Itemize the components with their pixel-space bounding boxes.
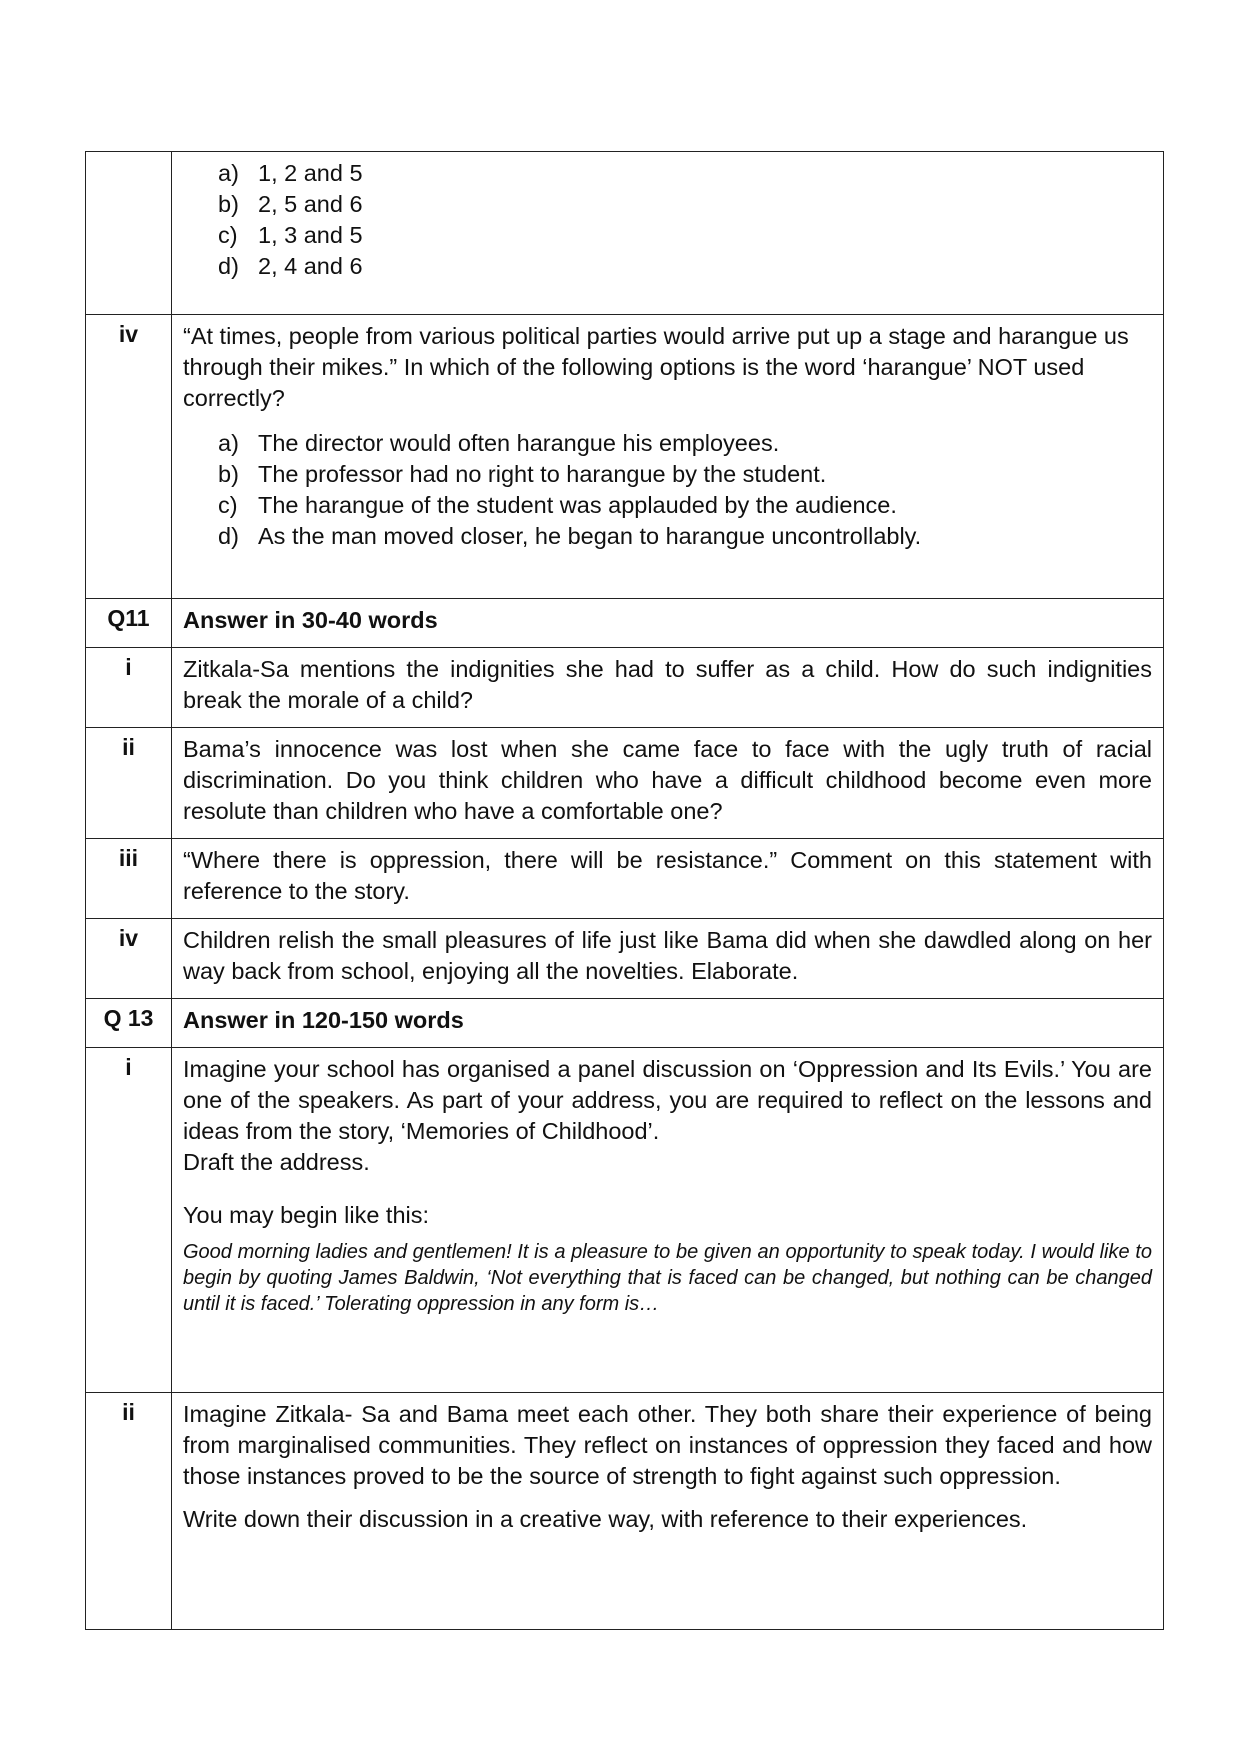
table-row — [86, 1393, 1164, 1630]
question-text: “At times, people from various political parties would arrive put up a stage and harangue us through their mikes.” In which of the following options is the word ‘harangue’ NOT used correctly? — [183, 323, 1129, 411]
instruction-text: Draft the address. — [183, 1149, 370, 1175]
option-b: b) The professor had no right to harangue by the student. — [218, 461, 827, 487]
instruction-text: Write down their discussion in a creative way, with reference to their experiences. — [183, 1506, 1028, 1532]
row-label: iv — [86, 919, 172, 999]
question-text: Imagine your school has organised a panel discussion on ‘Oppression and Its Evils.’ You are one of the speakers. As part of your address, you are required to reflect on the lessons and ideas from the story, ‘Memories of Childhood’. — [183, 1056, 1152, 1144]
option-a: a) 1, 2 and 5 — [218, 160, 363, 186]
row-label: iii — [86, 839, 172, 919]
table-row — [86, 152, 1164, 315]
question-text: Imagine Zitkala- Sa and Bama meet each other. They both share their experience of being from marginalised communities. They reflect on instances of oppression they faced and how those instances proved to be the source of strength to fight against such oppression. — [183, 1401, 1152, 1489]
table-row — [86, 919, 1164, 999]
section-heading: Answer in 30-40 words — [172, 599, 1164, 648]
row-label — [86, 152, 172, 315]
option-d: d) 2, 4 and 6 — [218, 253, 363, 279]
question-text: Bama’s innocence was lost when she came face to face with the ugly truth of racial discrimination. Do you think children who have a difficult childhood become even more resolute than children who have a comfortable one? — [172, 728, 1164, 839]
table-row — [86, 315, 1164, 599]
begin-prompt: You may begin like this: — [183, 1202, 430, 1228]
question-cell — [172, 1048, 1164, 1393]
option-a: a) The director would often harangue his employees. — [218, 430, 780, 456]
options-list — [183, 158, 1152, 282]
option-b: b) 2, 5 and 6 — [218, 191, 363, 217]
table-row — [86, 999, 1164, 1048]
row-label: iv — [86, 315, 172, 599]
table-row — [86, 728, 1164, 839]
question-text: Zitkala-Sa mentions the indignities she had to suffer as a child. How do such indignities break the morale of a child? — [172, 648, 1164, 728]
options-cell — [172, 152, 1164, 315]
row-label: ii — [86, 728, 172, 839]
section-heading: Answer in 120-150 words — [172, 999, 1164, 1048]
option-c: c) 1, 3 and 5 — [218, 222, 363, 248]
question-text: “Where there is oppression, there will be resistance.” Comment on this statement with reference to the story. — [172, 839, 1164, 919]
table-row — [86, 1048, 1164, 1393]
question-cell — [172, 1393, 1164, 1630]
question-number: Q11 — [86, 599, 172, 648]
table-row — [86, 599, 1164, 648]
table-row — [86, 648, 1164, 728]
question-number: Q 13 — [86, 999, 172, 1048]
table-row — [86, 839, 1164, 919]
option-d: d) As the man moved closer, he began to harangue uncontrollably. — [218, 523, 922, 549]
question-table — [85, 151, 1164, 1630]
question-cell — [172, 315, 1164, 599]
sample-opening: Good morning ladies and gentlemen! It is a pleasure to be given an opportunity to speak today. I would like to begin by quoting James Baldwin, ‘Not everything that is faced can be changed, but nothing can be changed until it is faced.’ Tolerating oppression in any form is… — [183, 1241, 1152, 1315]
question-text: Children relish the small pleasures of life just like Bama did when she dawdled along on her way back from school, enjoying all the novelties. Elaborate. — [172, 919, 1164, 999]
row-label: i — [86, 648, 172, 728]
row-label: ii — [86, 1393, 172, 1630]
option-c: c) The harangue of the student was applauded by the audience. — [218, 492, 897, 518]
row-label: i — [86, 1048, 172, 1393]
options-list — [183, 428, 1152, 552]
